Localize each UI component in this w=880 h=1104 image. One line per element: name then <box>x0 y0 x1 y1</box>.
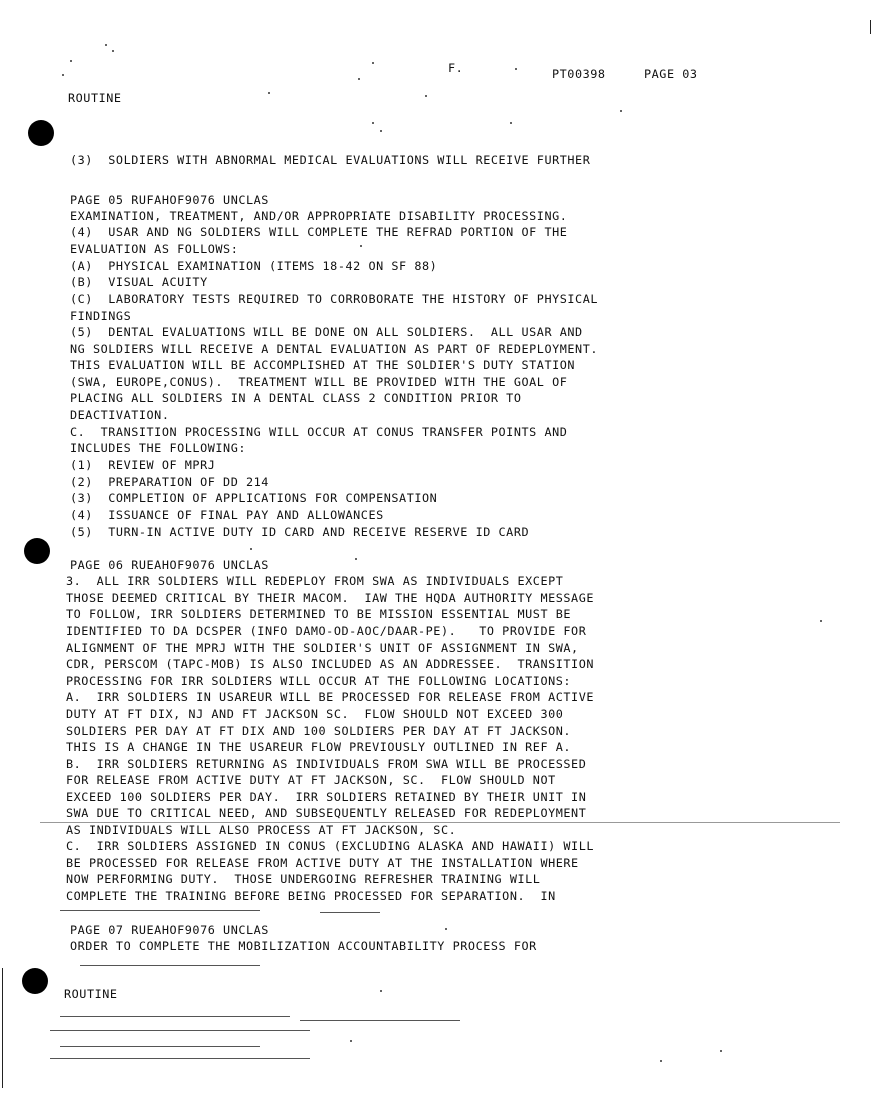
punch-hole-middle <box>24 538 50 564</box>
text-line: (B) VISUAL ACUITY <box>70 275 208 289</box>
text-line: FINDINGS <box>70 309 132 323</box>
punch-hole-bottom <box>22 968 48 994</box>
scan-noise <box>355 558 357 560</box>
text-line: FOR RELEASE FROM ACTIVE DUTY AT FT JACKSON, SC. FLOW SHOULD NOT <box>66 773 556 787</box>
scan-noise <box>350 1040 352 1042</box>
text-line: PLACING ALL SOLDIERS IN A DENTAL CLASS 2 CONDITION PRIOR TO <box>70 391 522 405</box>
scan-smear <box>50 1030 310 1031</box>
page-break-header: PAGE 05 RUFAHOF9076 UNCLAS <box>70 193 269 207</box>
text-line: (3) COMPLETION OF APPLICATIONS FOR COMPENSATION <box>70 491 438 505</box>
page-number: PAGE 03 <box>644 67 698 81</box>
text-line: 3. ALL IRR SOLDIERS WILL REDEPLOY FROM SWA AS INDIVIDUALS EXCEPT <box>66 574 564 588</box>
mark-glyph: F. <box>448 61 464 75</box>
scan-noise <box>70 60 72 62</box>
text-line: DUTY AT FT DIX, NJ AND FT JACKSON SC. FLOW SHOULD NOT EXCEED 300 <box>66 707 564 721</box>
scan-smear <box>50 1058 310 1059</box>
routine-header: ROUTINE <box>68 91 122 105</box>
text-line: (SWA, EUROPE,CONUS). TREATMENT WILL BE PROVIDED WITH THE GOAL OF <box>70 375 568 389</box>
scan-noise <box>660 1060 662 1062</box>
scan-noise <box>250 548 252 550</box>
scan-noise <box>62 74 64 76</box>
scan-noise <box>720 1050 722 1052</box>
text-line: INCLUDES THE FOLLOWING: <box>70 441 247 455</box>
scan-smear <box>80 965 260 966</box>
text-line: (1) REVIEW OF MPRJ <box>70 458 216 472</box>
text-line: AS INDIVIDUALS WILL ALSO PROCESS AT FT JACKSON, SC. <box>66 823 457 837</box>
text-line: ORDER TO COMPLETE THE MOBILIZATION ACCOUNTABILITY PROCESS FOR <box>70 939 537 953</box>
text-line: EXCEED 100 SOLDIERS PER DAY. IRR SOLDIERS RETAINED BY THEIR UNIT IN <box>66 790 587 804</box>
scan-noise <box>380 990 382 992</box>
scan-noise <box>112 50 114 52</box>
text-line: DEACTIVATION. <box>70 408 170 422</box>
scan-smear <box>60 1046 260 1047</box>
text-line: (5) TURN-IN ACTIVE DUTY ID CARD AND RECEIVE RESERVE ID CARD <box>70 525 530 539</box>
scan-edge-line <box>2 968 3 1088</box>
text-line: SOLDIERS PER DAY AT FT DIX AND 100 SOLDIERS PER DAY AT FT JACKSON. <box>66 724 572 738</box>
text-line: IDENTIFIED TO DA DCSPER (INFO DAMO-OD-AOC/DAAR-PE). TO PROVIDE FOR <box>66 624 587 638</box>
page-break-header: PAGE 07 RUEAHOF9076 UNCLAS <box>70 923 269 937</box>
text-line: PROCESSING FOR IRR SOLDIERS WILL OCCUR AT THE FOLLOWING LOCATIONS: <box>66 674 572 688</box>
text-line: (4) ISSUANCE OF FINAL PAY AND ALLOWANCES <box>70 508 384 522</box>
scan-noise <box>620 110 622 112</box>
text-line: (5) DENTAL EVALUATIONS WILL BE DONE ON ALL SOLDIERS. ALL USAR AND <box>70 325 583 339</box>
text-line: C. TRANSITION PROCESSING WILL OCCUR AT CONUS TRANSFER POINTS AND <box>70 425 568 439</box>
scan-noise <box>105 44 107 46</box>
scan-smear <box>300 1020 460 1021</box>
text-line: C. IRR SOLDIERS ASSIGNED IN CONUS (EXCLUDING ALASKA AND HAWAII) WILL <box>66 839 595 853</box>
doc-reference: PT00398 <box>552 67 606 81</box>
text-line: (3) SOLDIERS WITH ABNORMAL MEDICAL EVALUATIONS WILL RECEIVE FURTHER <box>70 153 591 167</box>
text-line: SWA DUE TO CRITICAL NEED, AND SUBSEQUENTLY RELEASED FOR REDEPLOYMENT <box>66 806 587 820</box>
scan-noise <box>380 130 382 132</box>
scan-smear <box>320 912 380 913</box>
text-line: (2) PREPARATION OF DD 214 <box>70 475 269 489</box>
text-line: B. IRR SOLDIERS RETURNING AS INDIVIDUALS FROM SWA WILL BE PROCESSED <box>66 757 587 771</box>
scan-noise <box>372 122 374 124</box>
text-line: THIS EVALUATION WILL BE ACCOMPLISHED AT THE SOLDIER'S DUTY STATION <box>70 358 576 372</box>
text-line: NOW PERFORMING DUTY. THOSE UNDERGOING REFRESHER TRAINING WILL <box>66 872 541 886</box>
text-line: (4) USAR AND NG SOLDIERS WILL COMPLETE THE REFRAD PORTION OF THE <box>70 225 568 239</box>
page-break-header: PAGE 06 RUEAHOF9076 UNCLAS <box>70 558 269 572</box>
text-line: THOSE DEEMED CRITICAL BY THEIR MACOM. IAW THE HQDA AUTHORITY MESSAGE <box>66 591 595 605</box>
scan-noise <box>268 92 270 94</box>
scan-noise <box>515 68 517 70</box>
scan-noise <box>372 62 374 64</box>
text-line: BE PROCESSED FOR RELEASE FROM ACTIVE DUTY AT THE INSTALLATION WHERE <box>66 856 579 870</box>
scan-noise <box>425 95 427 97</box>
scan-smear <box>60 1016 290 1017</box>
routine-footer: ROUTINE <box>64 987 118 1001</box>
scan-noise <box>510 122 512 124</box>
text-line: THIS IS A CHANGE IN THE USAREUR FLOW PREVIOUSLY OUTLINED IN REF A. <box>66 740 572 754</box>
scan-edge-line <box>870 20 871 34</box>
scan-noise <box>358 78 360 80</box>
scan-noise <box>820 620 822 622</box>
text-line: EVALUATION AS FOLLOWS: <box>70 242 239 256</box>
text-line: NG SOLDIERS WILL RECEIVE A DENTAL EVALUATION AS PART OF REDEPLOYMENT. <box>70 342 599 356</box>
scan-smear <box>60 910 260 911</box>
punch-hole-top <box>28 120 54 146</box>
text-line: EXAMINATION, TREATMENT, AND/OR APPROPRIATE DISABILITY PROCESSING. <box>70 209 568 223</box>
text-line: COMPLETE THE TRAINING BEFORE BEING PROCESSED FOR SEPARATION. IN <box>66 889 556 903</box>
scan-noise <box>360 245 362 247</box>
scan-noise <box>445 928 447 930</box>
text-line: (C) LABORATORY TESTS REQUIRED TO CORROBORATE THE HISTORY OF PHYSICAL <box>70 292 599 306</box>
text-line: A. IRR SOLDIERS IN USAREUR WILL BE PROCESSED FOR RELEASE FROM ACTIVE <box>66 690 595 704</box>
text-line: TO FOLLOW, IRR SOLDIERS DETERMINED TO BE MISSION ESSENTIAL MUST BE <box>66 607 572 621</box>
text-line: (A) PHYSICAL EXAMINATION (ITEMS 18-42 ON SF 88) <box>70 259 438 273</box>
text-line: CDR, PERSCOM (TAPC-MOB) IS ALSO INCLUDED AS AN ADDRESSEE. TRANSITION <box>66 657 595 671</box>
text-line: ALIGNMENT OF THE MPRJ WITH THE SOLDIER'S UNIT OF ASSIGNMENT IN SWA, <box>66 641 579 655</box>
